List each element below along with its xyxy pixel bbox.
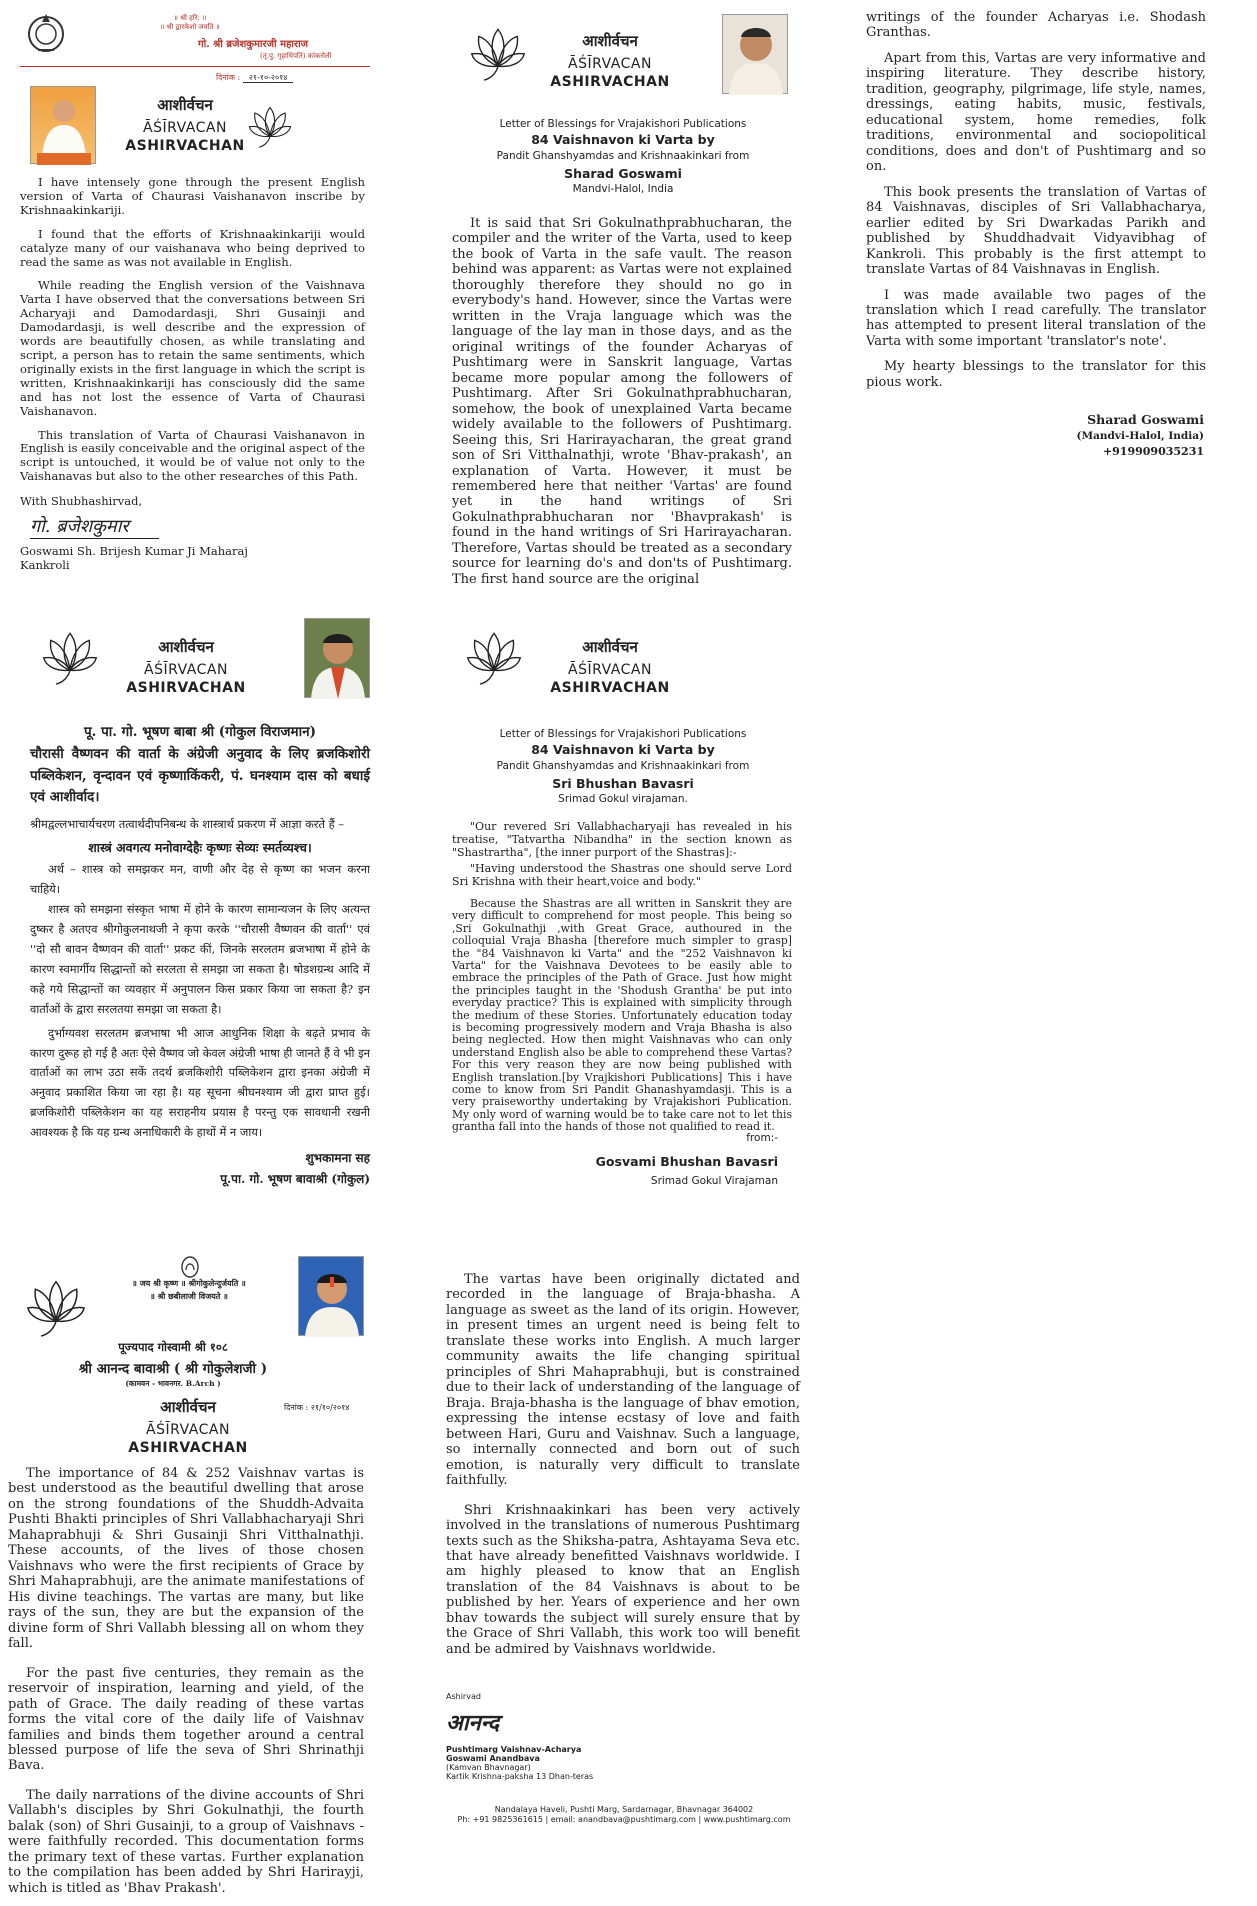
from-label: from:- — [746, 1132, 778, 1144]
title-hindi: आशीर्वचन — [160, 1398, 216, 1416]
intro-line: श्रीमद्वल्लभाचार्यचरण तत्वार्थदीपनिबन्ध के शास्त्रार्थ प्रकरण में आज्ञा करते हैं – — [30, 816, 345, 831]
title-hindi: आशीर्वचन — [157, 96, 213, 114]
paragraph: This book presents the translation of Vartas of 84 Vaishnavas, disciples of Sri Vallabhacharya, earlier edited by Sri Dwarkadas Parikh and published by Shuddhadvait Vidyavibhag of Kankroli. This probably is the first attempt to translate Vartas of 84 Vaishnavas in English. — [866, 184, 1206, 278]
header-shloka-2: ॥ श्री छबीलाजी विजयते ॥ — [150, 1291, 228, 1301]
paragraph: The vartas have been originally dictated and recorded in the language of Braja-bhasha. A language as sweet as the land of its origin. However, in present times an urgent need is being felt to translate these works into English. A much larger community awaits the life changing spiritual principles of Shri Mahaprabhuji, but is constrained due to their lack of understanding of the language of Braja. Braja-bhasha is the language of bhav emotion, expressing the intense ecstasy of love and faith between Hari, Guru and Vaishnav. Such a language, so internally connected and born out of such emotion, is naturally very difficult to translate faithfully. — [446, 1272, 800, 1489]
paragraph: The daily narrations of the divine accounts of Shri Vallabh's disciples by Shri Gokulnathji, the fourth balak (son) of Shri Gusainji, to a group of Vaishnavs - were faithfully recorded. This documentation forms the primary text of these vartas. Further explanation to the compilation has been added by Shri Harirayji, which is titled as 'Bhav Prakash'. — [8, 1787, 364, 1896]
title-english: ASHIRVACHAN — [550, 74, 670, 90]
maharaj-name: गो. श्री ब्रजेशकुमारजी महाराज — [198, 39, 309, 50]
lotus-icon — [42, 626, 98, 688]
paragraph: Shri Krishnaakinkari has been very actively involved in the translations of numerous Pushtimarg texts such as the Shiksha-patra, Ashtayama Seva etc. that have already benefitted Vaishnavs worldwide. I am highly pleased to know that an English translation of the 84 Vaishnavs is about to be published by her. Years of experience and her own bhav towards the subject will surely ensure that by the Grace of Shri Vallabh, this work too will benefit and be admired by Vaishnavs worldwide. — [446, 1502, 800, 1657]
lotus-icon — [26, 1274, 86, 1340]
letter-page-bhushan-english — [450, 616, 796, 1196]
paragraph: Because the Shastras are all written in Sanskrit they are very difficult to comprehend for most people. This being so ,Sri Gokulnathji ,with Great Grace, authoured in the colloquial Vraja Bhasha [therefore much simpler to grasp] the "84 Vaishnavon ki Varta" and the "252 Vaishnavon ki Varta" for the Vaishnava Devotees to be easily able to embrace the principles of the Path of Grace. Just how might the principles taught in the 'Shodush Grantha' be put into everyday practice? This is explained with simplicity through the medium of these Stories. Unfortunately education today is becoming progressively modern and Vraja Bhasha is also being neglected. How then might Vaishnavas who can only understand English also be able to comprehend these Vartas? For this very reason they are now being published with English translation.[by Vrajkishori Publications] This i have come to know from Sri Pandit Ghanashyamdasji. This is a very praiseworthy undertaking by Vrajakishori Publication. My only word of warning would be to take care not to let this grantha fall into the hands of those not qualified to read it. — [452, 896, 792, 1134]
header-shloka-2: ॥ श्री द्वारकेशो जयति ॥ — [160, 23, 220, 31]
maharaj-place: (तृ.पु. गृहाधिपति) कांकरोली — [260, 52, 332, 60]
signatory-phone: +919909035231 — [1102, 445, 1204, 458]
heading-congrats: चौरासी वैष्णवन की वार्ता के अंग्रेजी अनुवाद के लिए ब्रजकिशोरी पब्लिकेशन, वृन्दावन एवं कृष्णाकिंकरी, पं. घनश्याम दास को बधाई एवं आशीर्वाद। — [30, 746, 370, 806]
ashirvad-label: Ashirvad — [446, 1692, 481, 1701]
sign-line-1: Pushtimarg Vaishnav-Acharya — [446, 1745, 582, 1754]
meaning: अर्थ – शास्त्र को समझकर मन, वाणी और देह से कृष्ण का भजन करना चाहिये। — [30, 861, 370, 896]
quote: "Our revered Sri Vallabhacharyaji has revealed in his treatise, "Tatvartha Nibandha" in the section known as "Shastrartha", [the inner purport of the Shastras]:- — [452, 820, 792, 860]
hindi-paragraph: शास्त्र को समझना संस्कृत भाषा में होने के कारण सामान्यजन के लिए अत्यन्त दुष्कर है अतएव श्रीगोकुलनाथजी ने कृपा करके ''चौरासी वैष्णवन की वार्ता'' एवं ''दो सौ बावन वैष्णवन की वार्ता'' प्रकट कीं, जिनके सरलतम ब्रजभाषा में होने के कारण स्वमार्गीय सिद्धान्तों को सरलता से समझा जा सकता है। षोडशग्रन्थ आदि में कहे गये सिद्धान्तों का व्यवहार में अनुपालन किस प्रकार किया जा सकता है? इन वार्ताओं के द्वारा सरलतया समझा जा सकता है। — [30, 901, 370, 1016]
hindi-paragraph: दुर्भाग्यवश सरलतम ब्रजभाषा भी आज आधुनिक शिक्षा के बढ़ते प्रभाव के कारण दुरूह हो गई है अतः ऐसे वैष्णव जो केवल अंग्रेजी भाषा ही जानते हैं वे भी इन वार्ताओं का लाभ उठा सकें तदर्थ ब्रजकिशोरी पब्लिकेशन द्वारा इनका अंग्रेजी में अनुवाद प्रकाशित किया जा रहा है। यह सूचना श्रीघनश्याम जी द्वारा प्राप्त हुई। ब्रजकिशोरी पब्लिकेशन का यह सराहनीय प्रयास है परन्तु एक सावधानी रखनी आवश्यक है कि यह ग्रन्थ अनाधिकारी के हाथों में न जाय। — [30, 1025, 370, 1140]
signatory-name: Goswami Sh. Brijesh Kumar Ji Maharaj — [20, 544, 248, 558]
lotus-icon — [466, 626, 522, 688]
authors-line: Pandit Ghanshyamdas and Krishnaakinkari from — [496, 150, 750, 162]
book-title: 84 Vaishnavon ki Varta by — [531, 742, 715, 757]
signatory-place: (Mandvi-Halol, India) — [1076, 430, 1204, 442]
om-emblem-icon — [180, 1256, 200, 1278]
book-title: 84 Vaishnavon ki Varta by — [531, 132, 715, 147]
sign-line-4: Kartik Krishna-paksha 13 Dhan-teras — [446, 1772, 594, 1781]
letter-page-anand — [8, 1256, 368, 1896]
from-name: Sri Bhushan Bavasri — [552, 776, 694, 791]
letter-line: Letter of Blessings for Vrajakishori Publications — [499, 118, 747, 130]
acharya-name: श्री आनन्द बावाश्री ( श्री गोकुलेशजी ) — [78, 1361, 268, 1377]
title-english: ASHIRVACHAN — [125, 138, 245, 154]
date-line: दिनांक : २१-१०-२०१४ — [216, 72, 293, 83]
title-hindi: आशीर्वचन — [582, 638, 638, 656]
sign-line-2: Goswami Anandbava — [446, 1754, 540, 1763]
header-shloka-1: ॥ जय श्री कृष्ण ॥ श्रीगोकुलेन्दुर्जयति ॥ — [132, 1278, 246, 1288]
title-hindi: आशीर्वचन — [158, 638, 214, 656]
date-line: दिनांक : २१/१०/२०१४ — [284, 1403, 350, 1412]
signatory-place: Kankroli — [20, 558, 70, 572]
letter-page-bhushan-hindi — [30, 616, 376, 1196]
shloka: शास्त्रं अवगत्य मनोवाग्देहैः कृष्णः सेव्यः स्मर्तव्यश्च। — [88, 839, 312, 855]
heading-guru: पू. पा. गो. भूषण बाबा श्री (गोकुल विराजमान) — [84, 724, 316, 740]
address: Nandalaya Haveli, Pushti Marg, Sardarnagar, Bhavnagar 364002 — [494, 1805, 754, 1814]
maharaj-photo — [30, 86, 96, 164]
bhushan-photo — [304, 618, 370, 698]
paragraph: My hearty blessings to the translator for this pious work. — [866, 359, 1206, 390]
title-english: ASHIRVACHAN — [128, 1440, 248, 1456]
signature: आनन्द — [446, 1710, 500, 1736]
from-place: Srimad Gokul virajaman. — [558, 793, 688, 805]
title-iast: ĀŚĪRVACAN — [146, 1422, 230, 1438]
quote: "Having understood the Shastras one should serve Lord Sri Krishna with their heart,voice and body." — [452, 861, 792, 888]
closing: शुभकामना सह — [305, 1151, 370, 1166]
header-divider — [20, 66, 370, 67]
paragraph: This translation of Varta of Chaurasi Vaishanavon in English is easily conceivable and the original aspect of the script is untouched, it would be of value not only to the Vaishanavas but also to the other researches of this Path. — [20, 427, 365, 484]
title-english: ASHIRVACHAN — [550, 680, 670, 696]
paragraph: While reading the English version of the Vaishnava Varta I have observed that the conversations between Sri Acharyaji and Damodardasji, Shri Gusainji and Damodardasji, is well describe and the expression of words are beautifully chosen, as while translating and script, a person has to retain the same sentiments, which originally exists in the first language in which the script is written, Krishnaakinkariji has consciously did the same and has not lost the essence of Varta of Chaurasi Vaishanavon. — [20, 278, 365, 418]
authors-line: Pandit Ghanshyamdas and Krishnaakinkari from — [496, 760, 750, 772]
paragraph: I was made available two pages of the translation which I read carefully. The translator has attempted to present literal translation of the Varta with some important 'translator's note'. — [866, 287, 1206, 349]
letter-page-sharad — [450, 6, 796, 587]
title-english: ASHIRVACHAN — [126, 680, 246, 696]
lotus-icon — [248, 102, 292, 150]
anand-photo — [298, 1256, 364, 1336]
title-iast: ĀŚĪRVACAN — [568, 662, 652, 678]
paragraph: Apart from this, Vartas are very informative and inspiring literature. They describe history, tradition, geography, pilgrimage, life style, names, dressings, eating habits, music, festivals, educational system, home remedies, folk traditions, environmental and sociopolitical conditions, does and don't of Pushtimarg and so on. — [866, 50, 1206, 175]
signatory-place: Srimad Gokul Virajaman — [650, 1175, 778, 1187]
signatory-name: Gosvami Bhushan Bavasri — [595, 1154, 778, 1169]
qualification: (कामवन - भावनगर. B.Arch ) — [125, 1379, 221, 1388]
letter-page-sharad-cont — [866, 6, 1210, 476]
title-iast: ĀŚĪRVACAN — [143, 120, 227, 136]
crest-emblem-icon — [26, 10, 66, 58]
contact: Ph: +91 9825361615 | email: anandbava@pushtimarg.com | www.pushtimarg.com — [457, 1815, 791, 1824]
paragraph: The importance of 84 & 252 Vaishnav vartas is best understood as the beautiful dwelling that arose on the strong foundations of the Shuddh-Advaita Pushti Bhakti principles of Shri Vallabhacharyaji Shri Mahaprabhuji & Shri Gusainji Shri Vitthalnathji. These accounts, of the lives of those chosen Vaishnavs who were the first recipients of Grace by Shri Mahaprabhuji, are the animate manifestations of His divine teachings. The vartas are many, but like rays of the sun, they are but the expansion of the divine form of Shri Vallabh blessing all on whom they fall. — [8, 1466, 364, 1652]
sharad-photo — [722, 14, 788, 94]
signatory-name: Sharad Goswami — [1087, 412, 1204, 427]
sign-line-3: (Kamvan Bhavnagar) — [446, 1763, 531, 1772]
signatory-name: पू.पा. गो. भूषण बावाश्री (गोकुल) — [220, 1172, 370, 1187]
paragraph: I have intensely gone through the present English version of Varta of Chaurasi Vaishanavon inscribe by Krishnaakinkariji. — [20, 175, 365, 217]
paragraph: writings of the founder Acharyas i.e. Shodash Granthas. — [866, 10, 1206, 41]
title-iast: ĀŚĪRVACAN — [144, 662, 228, 678]
title-hindi: आशीर्वचन — [582, 32, 638, 50]
letter-line: Letter of Blessings for Vrajakishori Publications — [499, 728, 747, 740]
lotus-icon — [470, 22, 526, 84]
letter-page-brijesh — [20, 6, 370, 576]
from-name: Sharad Goswami — [564, 166, 682, 181]
title-honorific: पूज्यपाद गोस्वामी श्री १०८ — [118, 1340, 228, 1354]
title-iast: ĀŚĪRVACAN — [568, 56, 652, 72]
paragraph: For the past five centuries, they remain as the reservoir of inspiration, learning and yield, of the path of Grace. The daily reading of these vartas forms the vital core of the daily life of Vaishnav families and binds them together around a central blessed purpose of life the seva of Shri Shrinathji Bava. — [8, 1665, 364, 1774]
closing: With Shubhashirvad, — [20, 494, 143, 508]
paragraph: I found that the efforts of Krishnaakinkariji would catalyze many of our vaishanava who being deprived to read the same as was not available in English. — [20, 226, 365, 269]
paragraph: It is said that Sri Gokulnathprabhucharan, the compiler and the writer of the Varta, used to keep the book of Varta in the safe vault. The reason behind was apparent: as Vartas were not explained thoroughly therefore they should no go in everybody's hand. However, since the Vartas were written in the Vraja language which was the language of the lay man in those days, and as the original writings of the founder Acharyas of Pushtimarg were in Sanskrit language, Vartas became more popular among the followers of Pushtimarg. After Sri Gokulnathprabhucharan, somehow, the book of unexplained Varta became widely available to the followers of Pushtimarg. Seeing this, Sri Harirayacharan, the great grand son of Sri Vitthalnathji, wrote 'Bhav-prakash', an explanation of Varta. However, it must be remembered here that neither 'Vartas' are found yet in the hand writings of Sri Gokulnathprabhucharan nor 'Bhavprakash' is found in the hand writings of Sri Harirayacharan. Therefore, Vartas should be treated as a secondary source for learning do's and don'ts of Pushtimarg. The first hand source are the original — [452, 216, 792, 587]
signature: गो. ब्रजेशकुमार — [30, 514, 159, 539]
header-shloka-1: ॥ श्री हरि: ॥ — [173, 14, 207, 22]
from-place: Mandvi-Halol, India — [572, 183, 674, 195]
letter-page-anand-cont — [446, 1272, 802, 1868]
